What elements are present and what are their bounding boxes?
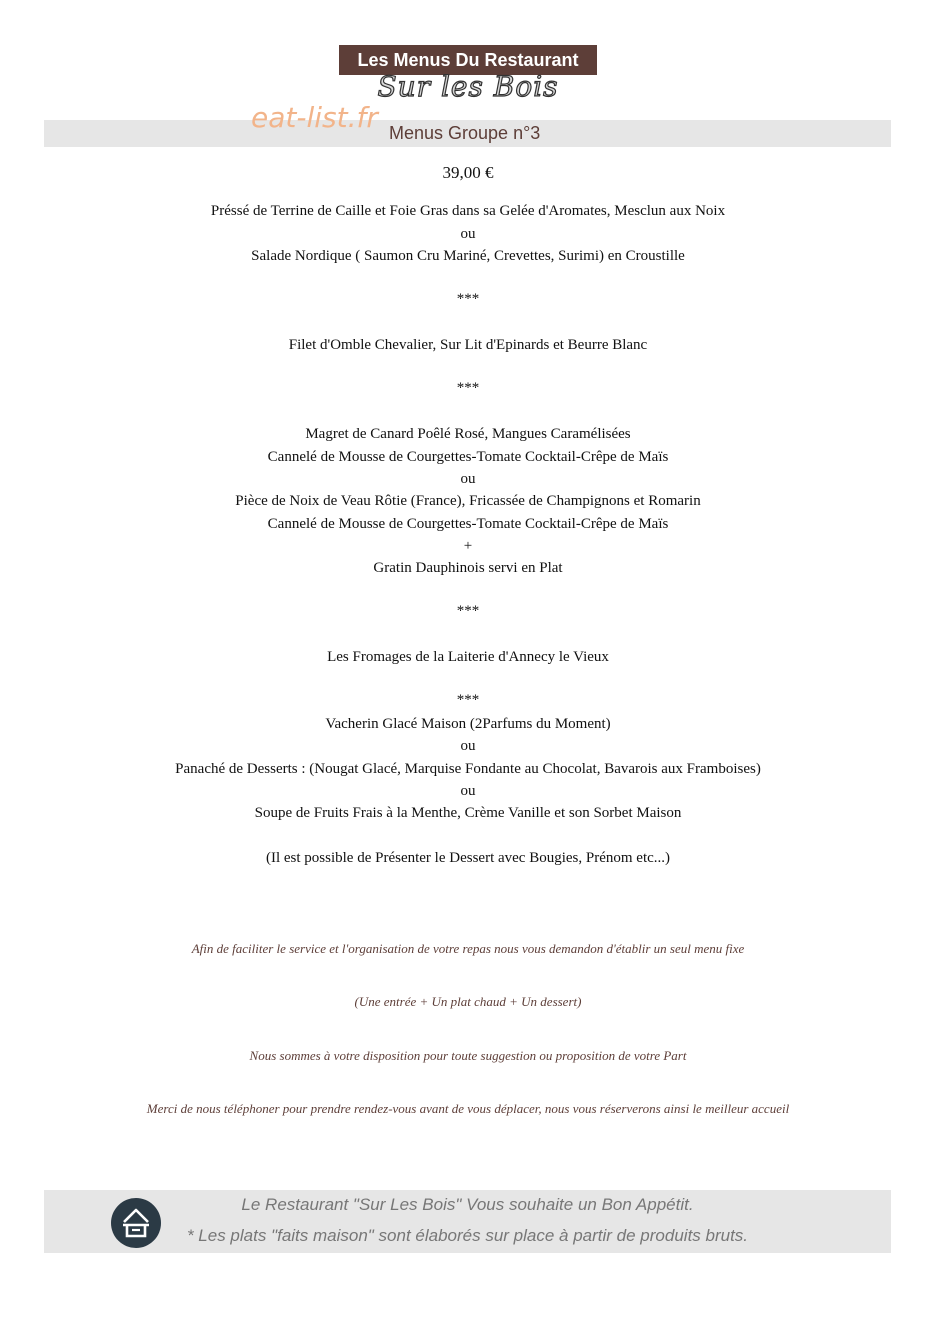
footer-homemade-note: * Les plats "faits maison" sont élaborés sur place à partir de produits bruts. [186, 1226, 749, 1245]
menu-line: ou [460, 738, 476, 754]
menu-separator: *** [456, 692, 480, 708]
menu-line: Préssé de Terrine de Caille et Foie Gras dans sa Gelée d'Aromates, Mesclun aux Noix [210, 203, 726, 219]
menu-line: Pièce de Noix de Veau Rôtie (France), Fricassée de Champignons et Romarin [235, 493, 701, 509]
menu-line: Les Fromages de la Laiterie d'Annecy le Vieux [327, 649, 609, 665]
menu-line: ou [460, 471, 476, 487]
menu-line: Soupe de Fruits Frais à la Menthe, Crème Vanille et son Sorbet Maison [254, 805, 682, 821]
menu-line: Filet d'Omble Chevalier, Sur Lit d'Epinards et Beurre Blanc [288, 337, 648, 353]
menu-separator: *** [456, 603, 480, 619]
info-note: (Une entrée + Un plat chaud + Un dessert) [354, 994, 582, 1009]
menu-line: Magret de Canard Poêlé Rosé, Mangues Caramélisées [305, 426, 631, 442]
group-title: Menus Groupe n°3 [389, 123, 541, 143]
menu-line: Panaché de Desserts : (Nougat Glacé, Marquise Fondante au Chocolat, Bavarois aux Framboises) [175, 761, 761, 777]
menu-line: ou [460, 226, 476, 242]
menu-separator: *** [456, 380, 480, 396]
footer-greeting: Le Restaurant "Sur Les Bois" Vous souhaite un Bon Appétit. [241, 1195, 694, 1214]
menu-line: ou [460, 783, 476, 799]
info-note: Afin de faciliter le service et l'organisation de votre repas nous vous demandon d'établir un seul menu fixe [191, 941, 745, 956]
info-note: Nous sommes à votre disposition pour toute suggestion ou proposition de votre Part [249, 1048, 687, 1063]
watermark-text: eat-list.fr [251, 101, 378, 134]
menu-line: (Il est possible de Présenter le Dessert avec Bougies, Prénom etc...) [265, 850, 671, 866]
menu-price: 39,00 € [442, 163, 494, 182]
menu-line: Cannelé de Mousse de Courgettes-Tomate Cocktail-Crêpe de Maïs [267, 516, 669, 532]
restaurant-header-title: Les Menus Du Restaurant [339, 45, 597, 75]
menu-line: Gratin Dauphinois servi en Plat [373, 560, 563, 576]
info-note: Merci de nous téléphoner pour prendre rendez-vous avant de vous déplacer, nous vous réserverons ainsi le meilleur accueil [146, 1101, 790, 1116]
menu-line: Cannelé de Mousse de Courgettes-Tomate Cocktail-Crêpe de Maïs [267, 449, 669, 465]
menu-line: + [463, 538, 473, 554]
menu-line: Salade Nordique ( Saumon Cru Mariné, Crevettes, Surimi) en Croustille [251, 248, 685, 264]
menu-line: Vacherin Glacé Maison (2Parfums du Moment) [325, 716, 611, 732]
menu-separator: *** [456, 291, 480, 307]
restaurant-name-logo: Sur les Bois [377, 70, 559, 103]
